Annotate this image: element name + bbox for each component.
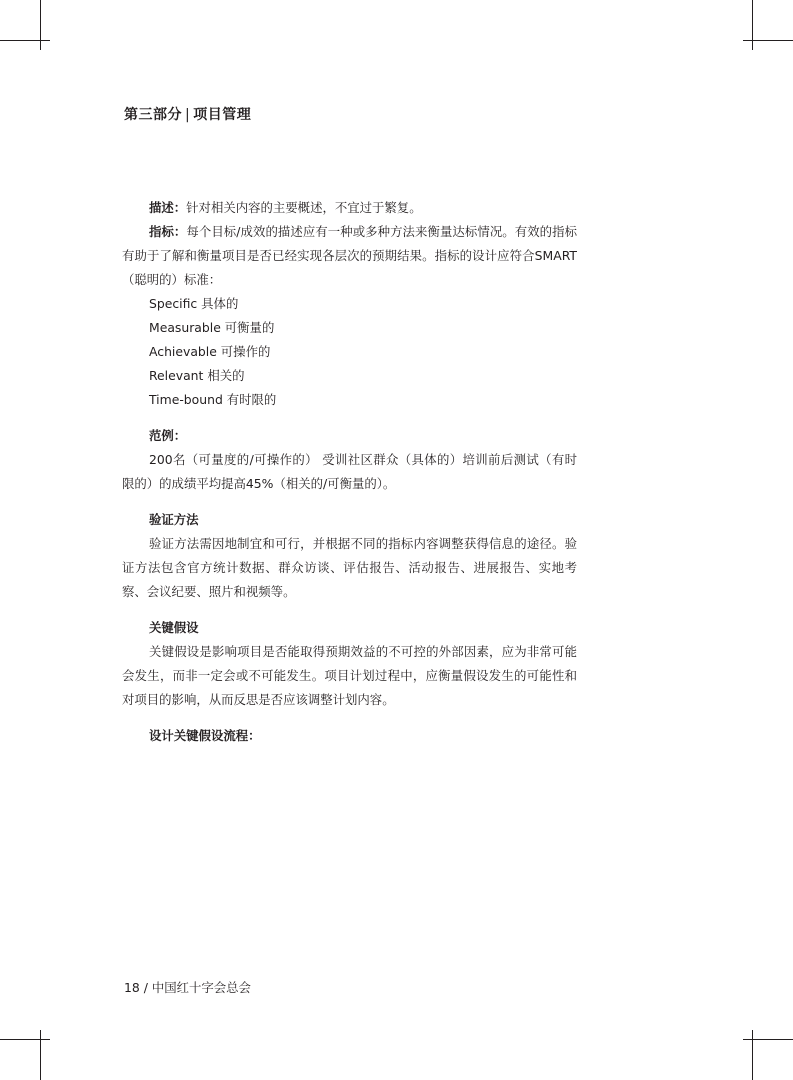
main-content (122, 196, 577, 748)
verification-paragraph: 验证方法需因地制宜和可行，并根据不同的指标内容调整获得信息的途径。验证方法包含官方统计数据、群众访谈、评估报告、活动报告、进展报告、实地考察、会议纪要、照片和视频等。 (122, 536, 577, 599)
indicator-text: 每个目标/成效的描述应有一种或多种方法来衡量达标情况。有效的指标有助于了解和衡量项目是否已经实现各层次的预期结果。指标的设计应符合SMART（聪明的）标准： (122, 224, 577, 287)
header-part: 第三部分 (124, 107, 182, 123)
verification-heading: 验证方法 (149, 512, 199, 527)
description-label: 描述： (149, 200, 187, 215)
crop-mark (752, 0, 753, 50)
smart-item-time-bound: Time-bound 有时限的 (149, 392, 277, 407)
smart-item-specific: Specific 具体的 (149, 296, 239, 311)
assumptions-paragraph: 关键假设是影响项目是否能取得预期效益的不可控的外部因素，应为非常可能会发生，而非一定会或不可能发生。项目计划过程中，应衡量假设发生的可能性和对项目的影响，从而反思是否应该调整计划内容。 (122, 644, 577, 707)
header-separator: | (185, 107, 191, 123)
smart-item-measurable: Measurable 可衡量的 (149, 320, 275, 335)
example-paragraph: 200名（可量度的/可操作的） 受训社区群众（具体的）培训前后测试（有时限的）的成绩平均提高45%（相关的/可衡量的）。 (122, 452, 577, 491)
header-chapter: 项目管理 (193, 107, 252, 123)
description-text: 针对相关内容的主要概述，不宜过于繁复。 (186, 200, 422, 215)
assumptions-heading: 关键假设 (149, 620, 199, 635)
crop-mark (40, 1030, 41, 1080)
smart-item-relevant: Relevant 相关的 (149, 368, 245, 383)
indicator-label: 指标： (149, 224, 187, 239)
design-assumptions-heading: 设计关键假设流程： (149, 728, 261, 743)
page-footer: 18 / 中国红十字会总会 (124, 980, 251, 995)
description-paragraph (122, 196, 577, 220)
crop-mark (743, 40, 793, 41)
crop-mark (743, 1039, 793, 1040)
smart-item-achievable: Achievable 可操作的 (149, 344, 271, 359)
example-heading: 范例： (149, 428, 187, 443)
crop-mark (752, 1030, 753, 1080)
running-header (124, 104, 251, 124)
crop-mark (0, 1039, 50, 1040)
indicator-paragraph (122, 220, 577, 292)
crop-mark (40, 0, 41, 50)
crop-mark (0, 40, 50, 41)
